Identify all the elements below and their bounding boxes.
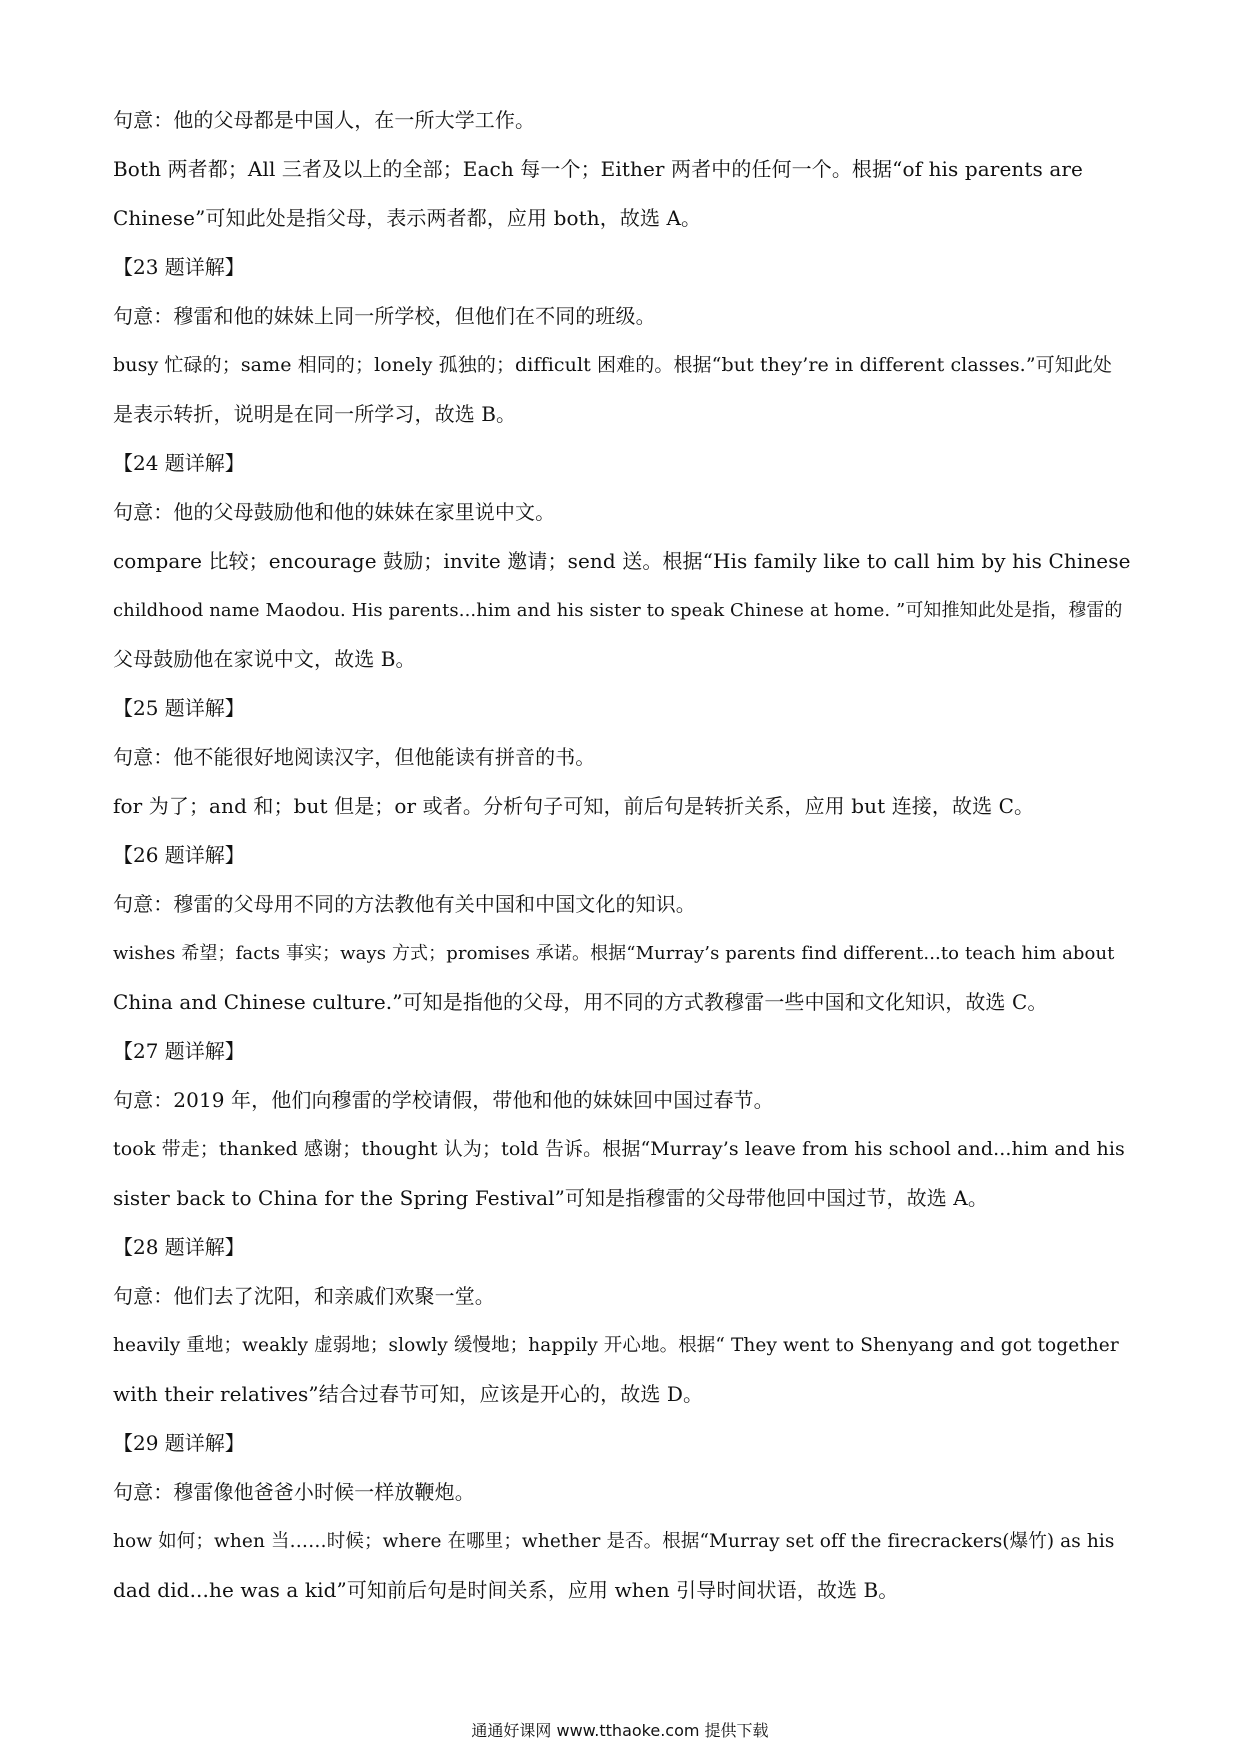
explanation-line: with their relatives”结合过春节可知，应该是开心的，故选 D。 xyxy=(113,1382,704,1406)
question-heading-27: 【27 题详解】 xyxy=(113,1039,245,1063)
explanation-line: took 带走；thanked 感谢；thought 认为；told 告诉。根据“Murray’s leave from his school and...him and his xyxy=(113,1138,1125,1160)
explanation-line: heavily 重地；weakly 虚弱地；slowly 缓慢地；happily 开心地。根据“ They went to Shenyang and got together xyxy=(113,1335,1119,1356)
explanation-line: dad did...he was a kid”可知前后句是时间关系，应用 when 引导时间状语，故选 B。 xyxy=(113,1578,899,1602)
question-heading-29: 【29 题详解】 xyxy=(113,1431,245,1455)
explanation-line: childhood name Maodou. His parents...him and his sister to speak Chinese at home. ”可知推知此处是指，穆雷的 xyxy=(113,600,1123,621)
explanation-line: China and Chinese culture.”可知是指他的父母，用不同的方式教穆雷一些中国和文化知识，故选 C。 xyxy=(113,990,1048,1014)
explanation-line: compare 比较；encourage 鼓励；invite 邀请；send 送。根据“His family like to call him by his Chinese xyxy=(113,549,1131,573)
explanation-line: Both 两者都；All 三者及以上的全部；Each 每一个；Either 两者中的任何一个。根据“of his parents are xyxy=(113,157,1083,181)
explanation-line: wishes 希望；facts 事实；ways 方式；promises 承诺。根据“Murray’s parents find different...to teach him about xyxy=(113,943,1115,964)
explanation-line: 句意：他们去了沈阳，和亲戚们欢聚一堂。 xyxy=(113,1284,495,1308)
explanation-line: 句意：穆雷和他的妹妹上同一所学校，但他们在不同的班级。 xyxy=(113,304,656,328)
document-body xyxy=(113,96,1133,1615)
explanation-line: 是表示转折，说明是在同一所学习，故选 B。 xyxy=(113,402,517,426)
page-footer: 通通好课网 www.tthaoke.com 提供下载 xyxy=(471,1721,769,1740)
explanation-line: 句意：2019 年，他们向穆雷的学校请假，带他和他的妹妹回中国过春节。 xyxy=(113,1088,774,1112)
question-heading-28: 【28 题详解】 xyxy=(113,1235,245,1259)
explanation-line: how 如何；when 当……时候；where 在哪里；whether 是否。根据“Murray set off the firecrackers(爆竹) as his xyxy=(113,1531,1115,1552)
explanation-line: 句意：他不能很好地阅读汉字，但他能读有拼音的书。 xyxy=(113,745,596,769)
explanation-line: 句意：他的父母都是中国人，在一所大学工作。 xyxy=(113,108,536,132)
question-heading-25: 【25 题详解】 xyxy=(113,696,245,720)
explanation-line: busy 忙碌的；same 相同的；lonely 孤独的；difficult 困难的。根据“but they’re in different classes.”可知此处 xyxy=(113,354,1113,376)
question-heading-26: 【26 题详解】 xyxy=(113,843,245,867)
question-heading-23: 【23 题详解】 xyxy=(113,255,245,279)
explanation-line: 句意：他的父母鼓励他和他的妹妹在家里说中文。 xyxy=(113,500,556,524)
explanation-line: 句意：穆雷像他爸爸小时候一样放鞭炮。 xyxy=(113,1480,475,1504)
explanation-line: 句意：穆雷的父母用不同的方法教他有关中国和中国文化的知识。 xyxy=(113,892,696,916)
explanation-line: for 为了；and 和；but 但是；or 或者。分析句子可知，前后句是转折关系，应用 but 连接，故选 C。 xyxy=(113,794,1035,818)
explanation-line: Chinese”可知此处是指父母，表示两者都，应用 both，故选 A。 xyxy=(113,206,702,230)
explanation-line: 父母鼓励他在家说中文，故选 B。 xyxy=(113,647,416,671)
question-heading-24: 【24 题详解】 xyxy=(113,451,245,475)
explanation-line: sister back to China for the Spring Festival”可知是指穆雷的父母带他回中国过节，故选 A。 xyxy=(113,1186,988,1210)
